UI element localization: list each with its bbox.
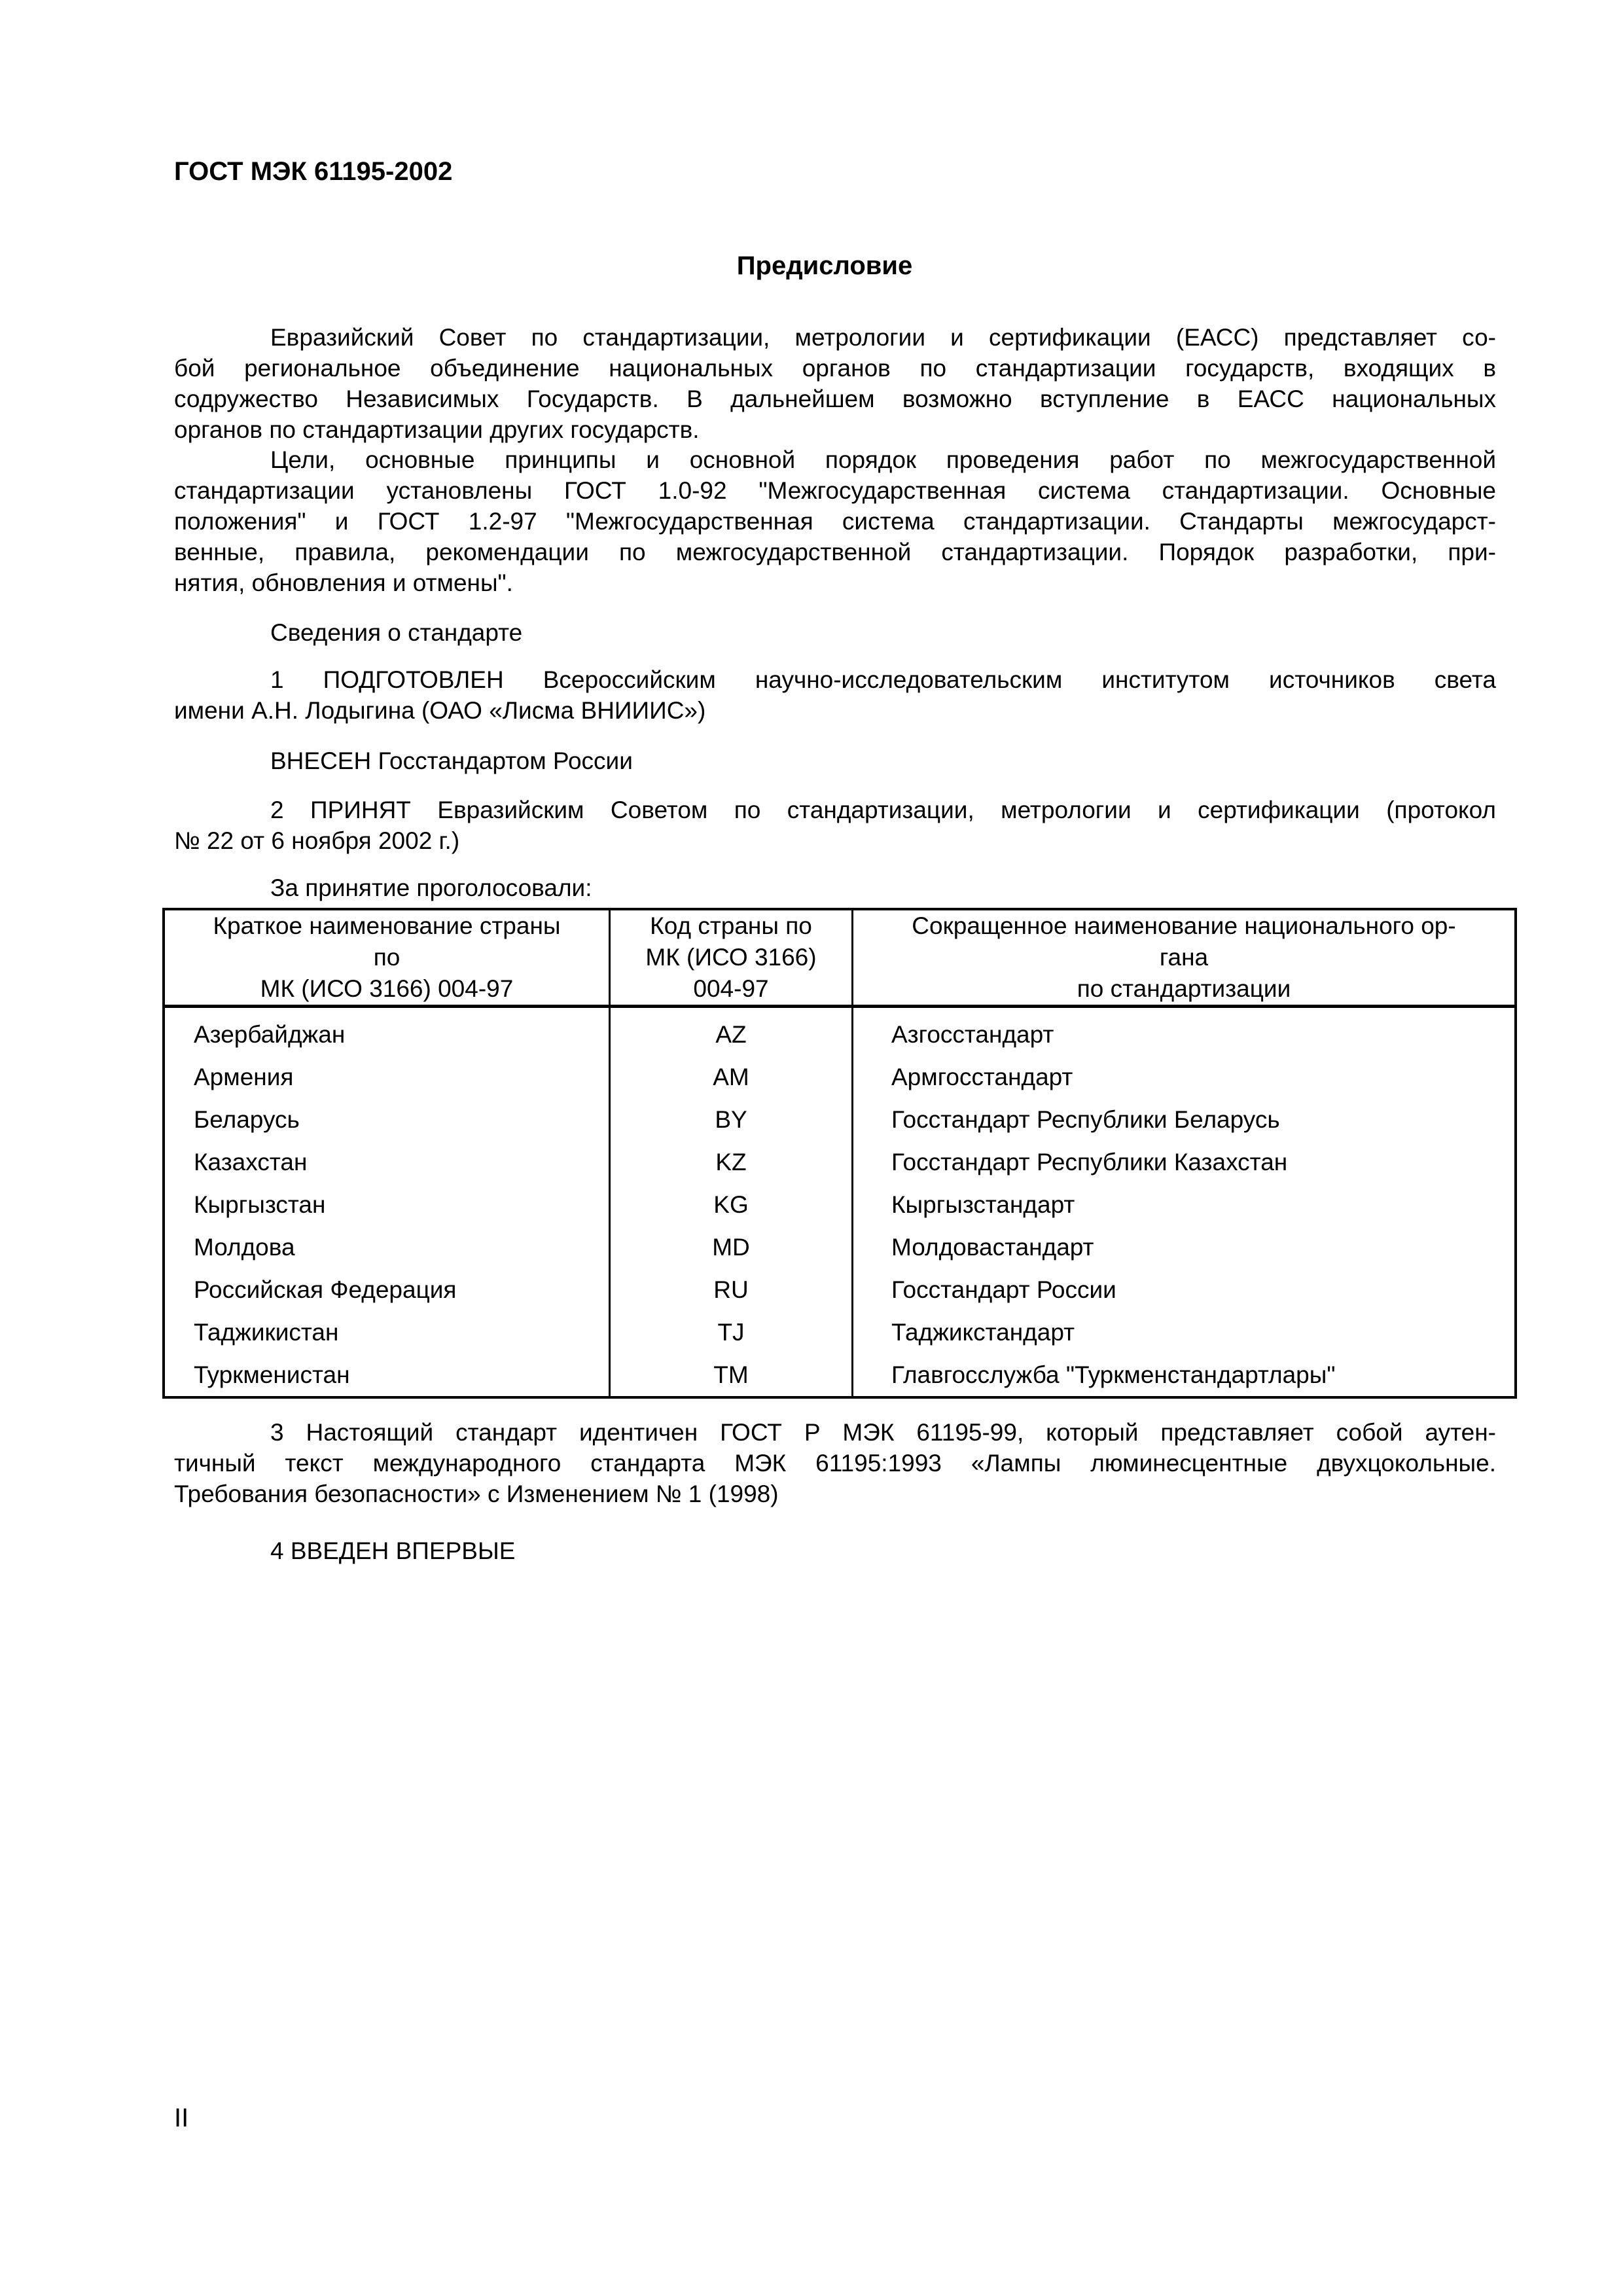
section-heading: Предисловие: [736, 251, 913, 280]
country-code-cell: KG: [610, 1183, 853, 1226]
header-country-code: [610, 909, 853, 1007]
standards-body-cell: Госстандарт Республики Казахстан: [853, 1141, 1516, 1183]
document-code: ГОСТ МЭК 61195-2002: [174, 157, 453, 186]
table-row: [164, 1141, 1516, 1183]
header-line: по: [373, 944, 401, 971]
header-line: Сокращенное наименование национального ор-: [912, 912, 1456, 939]
text-line: венные, правила, рекомендации по межгосударственной стандартизации. Порядок разработки, при-: [174, 539, 1496, 565]
country-name-cell: Таджикистан: [164, 1311, 610, 1354]
text-line: 1 ПОДГОТОВЛЕН Всероссийским научно-исследовательским институтом источников света: [270, 666, 1496, 693]
country-name-cell: Азербайджан: [164, 1007, 610, 1056]
text-line: содружество Независимых Государств. В дальнейшем возможно вступление в ЕАСС национальных: [174, 386, 1496, 412]
table-header-row: [164, 909, 1516, 1007]
country-code-cell: TM: [610, 1354, 853, 1397]
table-row: [164, 1268, 1516, 1311]
standards-body-cell: Главгосслужба "Туркменстандартлары": [853, 1354, 1516, 1397]
paragraph-2: [174, 444, 1496, 598]
standards-body-cell: Таджикстандарт: [853, 1311, 1516, 1354]
header-line: МК (ИСО 3166) 004-97: [260, 975, 514, 1002]
country-name-cell: Туркменистан: [164, 1354, 610, 1397]
text-line: стандартизации установлены ГОСТ 1.0-92 "Межгосударственная система стандартизации. Основные: [174, 477, 1496, 504]
table-row: [164, 1183, 1516, 1226]
table-row: [164, 1226, 1516, 1268]
item-3-identical: [174, 1417, 1496, 1509]
introduced-by: ВНЕСЕН Госстандартом России: [270, 747, 633, 774]
table-row: [164, 1098, 1516, 1141]
standards-body-cell: Кыргызстандарт: [853, 1183, 1516, 1226]
standards-body-cell: Госстандарт Республики Беларусь: [853, 1098, 1516, 1141]
paragraph-1: [174, 322, 1496, 445]
table-row: [164, 1311, 1516, 1354]
standards-body-cell: Армгосстандарт: [853, 1056, 1516, 1098]
country-name-cell: Молдова: [164, 1226, 610, 1268]
text-line: 2 ПРИНЯТ Евразийским Советом по стандартизации, метрологии и сертификации (протокол: [270, 797, 1496, 823]
country-name-cell: Кыргызстан: [164, 1183, 610, 1226]
table-row: [164, 1007, 1516, 1056]
text-line: Евразийский Совет по стандартизации, метрологии и сертификации (ЕАСС) представляет со-: [270, 324, 1496, 351]
header-line: Код страны по: [650, 912, 812, 939]
text-line: органов по стандартизации других государств.: [174, 416, 700, 443]
text-line: имени А.Н. Лодыгина (ОАО «Лисма ВНИИИС»): [174, 697, 706, 724]
standard-info-title: Сведения о стандарте: [270, 619, 523, 646]
country-code-cell: MD: [610, 1226, 853, 1268]
header-line: Краткое наименование страны: [213, 912, 561, 939]
country-code-cell: BY: [610, 1098, 853, 1141]
country-code-cell: RU: [610, 1268, 853, 1311]
country-code-cell: KZ: [610, 1141, 853, 1183]
country-name-cell: Российская Федерация: [164, 1268, 610, 1311]
table-row: [164, 1354, 1516, 1397]
item-1-prepared: [174, 664, 1496, 726]
standards-body-cell: Азгосстандарт: [853, 1007, 1516, 1056]
country-code-cell: AZ: [610, 1007, 853, 1056]
header-line: 004-97: [693, 975, 769, 1002]
table-row: [164, 1056, 1516, 1098]
country-name-cell: Казахстан: [164, 1141, 610, 1183]
country-code-cell: TJ: [610, 1311, 853, 1354]
page-number: II: [174, 2104, 189, 2132]
header-line: МК (ИСО 3166): [645, 944, 817, 971]
text-line: № 22 от 6 ноября 2002 г.): [174, 827, 460, 854]
header-line: по стандартизации: [1077, 975, 1291, 1002]
header-line: гана: [1159, 944, 1209, 971]
country-code-cell: AM: [610, 1056, 853, 1098]
item-4-introduced-first: 4 ВВЕДЕН ВПЕРВЫЕ: [270, 1537, 516, 1564]
country-name-cell: Беларусь: [164, 1098, 610, 1141]
text-line: нятия, обновления и отмены".: [174, 569, 513, 596]
text-line: Цели, основные принципы и основной порядок проведения работ по межгосударственной: [270, 446, 1496, 473]
text-line: бой региональное объединение национальных органов по стандартизации государств, входящих в: [174, 355, 1496, 382]
voted-label: За принятие проголосовали:: [270, 874, 592, 901]
text-line: тичный текст международного стандарта МЭК 61195:1993 «Лампы люминесцентные двухцокольные.: [174, 1450, 1496, 1477]
standards-body-cell: Молдовастандарт: [853, 1226, 1516, 1268]
item-2-adopted: [174, 795, 1496, 856]
standards-body-cell: Госстандарт России: [853, 1268, 1516, 1311]
header-country-name: [164, 909, 610, 1007]
voting-countries-table: [162, 908, 1517, 1399]
text-line: Требования безопасности» с Изменением № 1 (1998): [174, 1480, 779, 1507]
text-line: 3 Настоящий стандарт идентичен ГОСТ Р МЭК 61195-99, который представляет собой аутен-: [270, 1419, 1496, 1446]
country-name-cell: Армения: [164, 1056, 610, 1098]
text-line: положения" и ГОСТ 1.2-97 "Межгосударственная система стандартизации. Стандарты межгосударст-: [174, 508, 1496, 535]
header-standards-body: [853, 909, 1516, 1007]
